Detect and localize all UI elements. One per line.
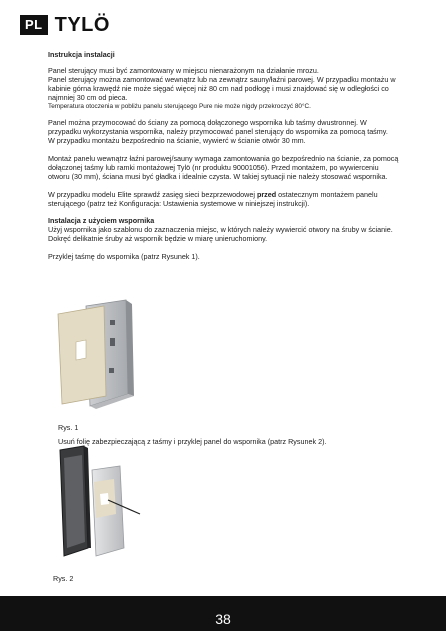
page-footer [0,596,446,631]
instructions-text [48,51,418,262]
figure-1-bracket-illustration [56,298,136,410]
temperature-note: Temperatura otoczenia w pobliżu panelu sterującego Pure nie może nigdy przekroczyć 80°C. [48,102,311,110]
paragraph-line: Przyklej taśmę do wspornika (patrz Rysunek 1). [48,251,200,261]
installation-heading: Instrukcja instalacji [48,50,115,59]
bracket-heading: Instalacja z użyciem wspornika [48,216,155,226]
page-number: 38 [215,611,231,627]
paragraph-line: najmniej 30 cm od pieca. [48,92,128,102]
brand-logo: TYLÖ [54,14,110,36]
paragraph-line: kabinie górna krawędź nie może sięgać więcej niż 80 cm nad podłogę i musi znajdować się w odległości co [48,83,389,93]
figure-2-panel-illustration [54,444,144,564]
paragraph-line: Dokręć delikatnie śruby aż wspornik będzie w miarę unieruchomiony. [48,234,268,244]
text-run: W przypadku modelu Elite sprawdź zasięg sieci bezprzewodowej [48,189,257,199]
figure-2-caption: Rys. 2 [53,574,74,583]
paragraph-line: otworu (30 mm), ściana musi być gładka i idealnie czysta. W takiej sytuacji nie należy stosować wspornika. [48,171,388,181]
paragraph-line: Panel sterujący można zamontować wewnątrz lub na zewnątrz sauny/łaźni parowej. W przypadku montażu w [48,74,396,84]
paragraph-line: Panel można przymocować do ściany za pomocą dołączonego wspornika lub taśmy dwustronnej. W [48,118,367,128]
paragraph-line: przypadku wykorzystania wspornika, należy przymocować panel sterujący do wspornika za pomocą taśmy. [48,127,388,137]
paragraph-line: Panel sterujący musi być zamontowany w miejscu nienarażonym na działanie mrozu. [48,65,319,75]
paragraph-line: sterującego (patrz też Konfiguracja: Ustawienia systemowe w niniejszej instrukcji). [48,198,310,208]
paragraph-line: Montaż panelu wewnątrz łaźni parowej/sauny wymaga zamontowania go bezpośrednio na ścianie, za pomocą [48,154,399,164]
page-header [20,14,110,36]
figure-1-caption: Rys. 1 [58,423,79,432]
paragraph-line: Użyj wspornika jako szablonu do zaznaczenia miejsc, w których należy wywiercić otwory na śruby w ścianie. [48,225,393,235]
paragraph-line: W przypadku montażu bezpośrednio na ścianie, wywierć w ścianie otwór 30 mm. [48,136,306,146]
text-run: ostatecznym montażem panelu [276,189,378,199]
bold-emphasis: przed [256,189,277,199]
paragraph-line: dołączonej taśmy lub ramki montażowej Tylö (nr produktu 90001056). Przed montażem, po wywierceniu [48,162,379,172]
tape-instruction: Usuń folię zabezpieczającą z taśmy i przyklej panel do wspornika (patrz Rysunek 2). [58,437,327,446]
language-badge: PL [20,15,48,35]
